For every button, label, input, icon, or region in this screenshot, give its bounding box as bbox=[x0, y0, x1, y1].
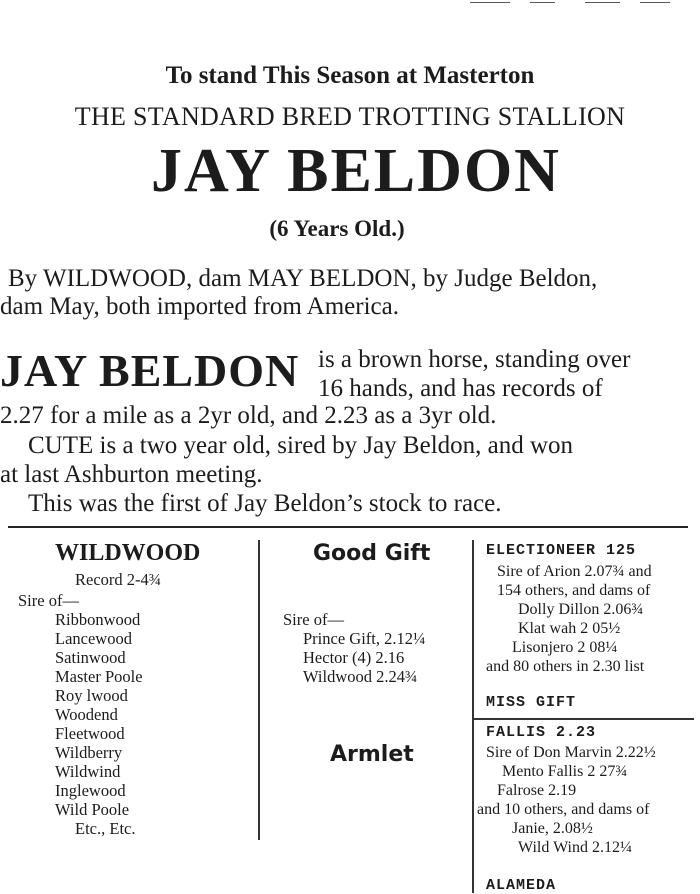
horse-name-title: JAY BELDON bbox=[151, 137, 561, 205]
offspring-item: Master Poole bbox=[55, 667, 143, 686]
electioneer-line: Sire of Arion 2.07¾ and bbox=[497, 563, 652, 580]
miss-gift-title: MISS GIFT bbox=[486, 694, 577, 711]
description-line: 16 hands, and has records of bbox=[318, 375, 603, 402]
good-gift-title: Good Gift bbox=[313, 541, 431, 566]
offspring-item: Lancewood bbox=[55, 629, 132, 648]
offspring-item: Woodend bbox=[55, 705, 118, 724]
fallis-line: and 10 others, and dams of bbox=[477, 801, 650, 818]
wildwood-sire-of: Sire of— bbox=[18, 591, 79, 610]
description-line: This was the first of Jay Beldon’s stock to race. bbox=[28, 490, 502, 517]
electioneer-line: Lisonjero 2 08¼ bbox=[512, 639, 618, 656]
section-divider bbox=[8, 526, 688, 528]
offspring-item: Prince Gift, 2.12¼ bbox=[303, 629, 426, 648]
offspring-item: Satinwood bbox=[55, 648, 126, 667]
offspring-item: Wildwind bbox=[55, 762, 121, 781]
miss-gift-underline bbox=[474, 718, 694, 720]
good-gift-sire-of: Sire of— bbox=[283, 610, 344, 629]
offspring-item: Inglewood bbox=[55, 781, 126, 800]
description-line: is a brown horse, standing over bbox=[318, 346, 631, 373]
fallis-line: Wild Wind 2.12¼ bbox=[518, 839, 632, 856]
announcement-line: To stand This Season at Masterton bbox=[165, 62, 535, 89]
offspring-etc: Etc., Etc. bbox=[75, 819, 136, 838]
fallis-line: Falrose 2.19 bbox=[497, 782, 577, 799]
clipping-edge-line bbox=[640, 2, 670, 3]
armlet-title: Armlet bbox=[330, 742, 414, 767]
pedigree-line: dam May, both imported from America. bbox=[0, 293, 399, 320]
age-line: (6 Years Old.) bbox=[269, 216, 405, 241]
fallis-title: FALLIS 2.23 bbox=[486, 724, 597, 741]
clipping-edge-line bbox=[530, 2, 555, 3]
offspring-item: Wild Poole bbox=[55, 800, 130, 819]
column-divider bbox=[472, 540, 474, 893]
wildwood-title: WILDWOOD bbox=[55, 540, 201, 566]
description-line: 2.27 for a mile as a 2yr old, and 2.23 as a 3yr old. bbox=[0, 402, 497, 429]
description-line: CUTE is a two year old, sired by Jay Beldon, and won bbox=[28, 432, 574, 459]
offspring-item: Fleetwood bbox=[55, 724, 125, 743]
fallis-line: Mento Fallis 2 27¾ bbox=[502, 763, 628, 780]
breed-line: THE STANDARD BRED TROTTING STALLION bbox=[74, 102, 626, 131]
electioneer-line: 154 others, and dams of bbox=[497, 582, 651, 599]
alameda-title: ALAMEDA bbox=[486, 877, 557, 894]
offspring-item: Roy lwood bbox=[55, 686, 128, 705]
offspring-item: Wildwood 2.24¾ bbox=[303, 667, 418, 686]
offspring-item: Wildberry bbox=[55, 743, 123, 762]
description-line: at last Ashburton meeting. bbox=[0, 461, 263, 488]
electioneer-title: ELECTIONEER 125 bbox=[486, 542, 637, 559]
electioneer-line: and 80 others in 2.30 list bbox=[486, 658, 645, 675]
fallis-line: Janie, 2.08½ bbox=[512, 820, 593, 837]
wildwood-record: Record 2-4¾ bbox=[75, 570, 162, 589]
electioneer-line: Dolly Dillon 2.06¾ bbox=[518, 601, 644, 618]
electioneer-line: Klat wah 2 05½ bbox=[518, 620, 621, 637]
pedigree-line: By WILDWOOD, dam MAY BELDON, by Judge Beldon, bbox=[8, 265, 598, 292]
clipping-edge-line bbox=[585, 2, 620, 3]
column-divider bbox=[258, 540, 260, 840]
clipping-edge-line bbox=[470, 2, 510, 3]
fallis-line: Sire of Don Marvin 2.22½ bbox=[486, 744, 656, 761]
offspring-item: Hector (4) 2.16 bbox=[303, 648, 405, 667]
horse-name-large: JAY BELDON bbox=[0, 345, 300, 396]
offspring-item: Ribbonwood bbox=[55, 610, 141, 629]
